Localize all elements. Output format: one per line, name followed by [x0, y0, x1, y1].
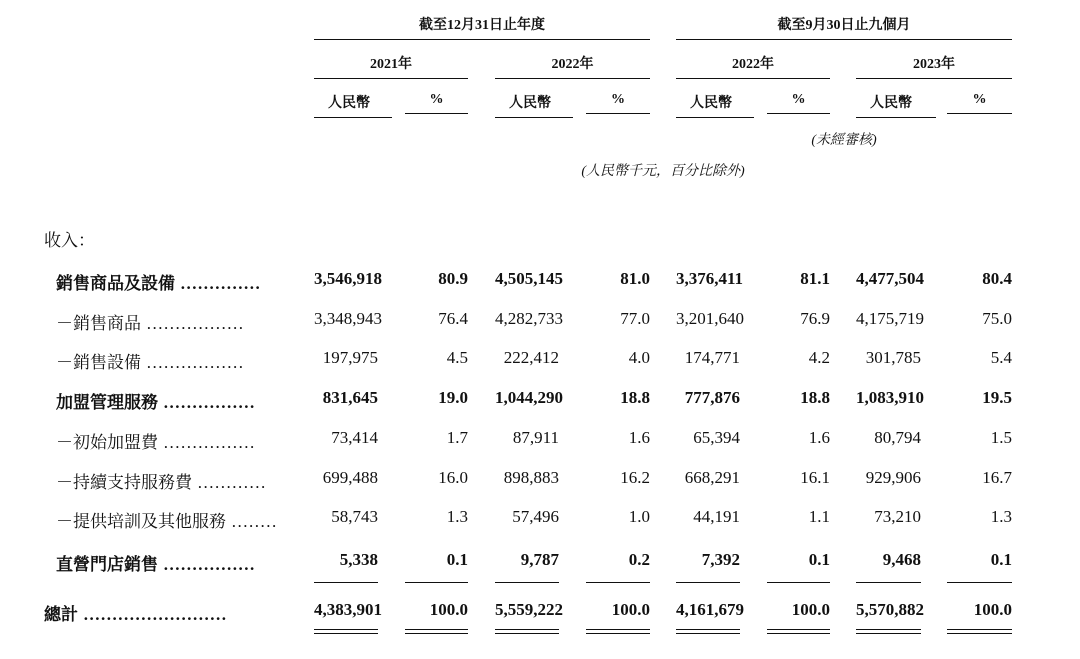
header-period-2023-9m: 2023年 — [856, 53, 1012, 79]
subtotal-rule — [314, 582, 378, 583]
cell-amount: 301,785 — [865, 348, 921, 367]
total-double-rule — [767, 629, 830, 634]
row-label: －提供培訓及其他服務 ........ — [56, 512, 278, 531]
row-label: 銷售商品及設備 .............. — [56, 274, 262, 293]
header-unit-amount: 人民幣 — [495, 92, 573, 118]
total-percent: 100.0 — [611, 600, 650, 619]
total-double-rule — [947, 629, 1012, 634]
total-row — [0, 596, 1080, 624]
cell-amount: 73,414 — [331, 428, 378, 447]
subtotal-rule — [495, 582, 559, 583]
subtotal-rule — [405, 582, 468, 583]
cell-amount: 699,488 — [322, 468, 378, 487]
currency-note: (人民幣千元，百分比除外) — [581, 164, 745, 179]
total-double-rule — [586, 629, 650, 634]
total-percent: 100.0 — [429, 600, 468, 619]
cell-percent: 1.0 — [628, 507, 650, 526]
cell-amount: 87,911 — [512, 428, 559, 447]
row-label: －銷售商品 ................. — [56, 314, 245, 333]
table-row — [0, 265, 1080, 293]
cell-percent: 16.1 — [800, 468, 830, 487]
cell-amount: 4,175,719 — [856, 309, 924, 328]
total-double-rule — [856, 629, 921, 634]
cell-percent: 80.9 — [438, 269, 468, 288]
cell-amount: 4,477,504 — [856, 269, 924, 288]
total-label: 總計 ......................... — [44, 605, 228, 624]
total-amount: 5,570,882 — [856, 600, 924, 619]
cell-amount: 898,883 — [503, 468, 559, 487]
table-row — [0, 464, 1080, 492]
cell-amount: 777,876 — [684, 388, 740, 407]
subtotal-rule — [586, 582, 650, 583]
total-amount: 5,559,222 — [495, 600, 563, 619]
header-period-2021: 2021年 — [314, 53, 468, 79]
header-period-2022-9m: 2022年 — [676, 53, 830, 79]
cell-percent: 77.0 — [620, 309, 650, 328]
cell-percent: 5.4 — [990, 348, 1012, 367]
header-period-2022-fy: 2022年 — [495, 53, 650, 79]
cell-percent: 1.1 — [808, 507, 830, 526]
cell-percent: 0.1 — [990, 550, 1012, 569]
cell-amount: 668,291 — [684, 468, 740, 487]
cell-percent: 4.0 — [628, 348, 650, 367]
cell-percent: 16.0 — [438, 468, 468, 487]
header-unit-pct: % — [767, 92, 830, 114]
cell-percent: 1.3 — [446, 507, 468, 526]
cell-percent: 4.5 — [446, 348, 468, 367]
cell-percent: 80.4 — [982, 269, 1012, 288]
cell-percent: 1.7 — [446, 428, 468, 447]
cell-amount: 9,468 — [882, 550, 921, 569]
total-double-rule — [676, 629, 740, 634]
header-unit-pct: % — [405, 92, 468, 114]
cell-percent: 81.1 — [800, 269, 830, 288]
cell-percent: 16.7 — [982, 468, 1012, 487]
cell-amount: 57,496 — [512, 507, 559, 526]
cell-percent: 4.2 — [808, 348, 830, 367]
cell-amount: 1,044,290 — [495, 388, 563, 407]
header-group-nine-months: 截至9月30日止九個月 — [676, 14, 1012, 40]
row-label: 加盟管理服務 ................ — [56, 393, 256, 412]
table-row — [0, 305, 1080, 333]
total-double-rule — [405, 629, 468, 634]
cell-amount: 44,191 — [693, 507, 740, 526]
unaudited-note: (未經審核) — [811, 133, 877, 148]
table-row — [0, 344, 1080, 372]
header-unit-amount: 人民幣 — [856, 92, 936, 118]
total-amount: 4,161,679 — [676, 600, 744, 619]
cell-amount: 7,392 — [701, 550, 740, 569]
cell-percent: 18.8 — [800, 388, 830, 407]
cell-percent: 1.3 — [990, 507, 1012, 526]
table-row — [0, 546, 1080, 574]
cell-amount: 65,394 — [693, 428, 740, 447]
cell-amount: 831,645 — [322, 388, 378, 407]
table-row — [0, 384, 1080, 412]
cell-percent: 75.0 — [982, 309, 1012, 328]
cell-percent: 1.5 — [990, 428, 1012, 447]
row-label: －持續支持服務費 ............ — [56, 473, 267, 492]
cell-percent: 16.2 — [620, 468, 650, 487]
cell-amount: 929,906 — [865, 468, 921, 487]
cell-percent: 18.8 — [620, 388, 650, 407]
total-double-rule — [495, 629, 559, 634]
cell-percent: 19.5 — [982, 388, 1012, 407]
total-percent: 100.0 — [973, 600, 1012, 619]
table-row — [0, 503, 1080, 531]
section-label-revenue: 收入： — [44, 231, 95, 250]
subtotal-rule — [767, 582, 830, 583]
cell-amount: 4,505,145 — [495, 269, 563, 288]
header-unit-pct: % — [586, 92, 650, 114]
cell-amount: 174,771 — [684, 348, 740, 367]
table-row — [0, 424, 1080, 452]
cell-percent: 0.1 — [446, 550, 468, 569]
header-group-year: 截至12月31日止年度 — [314, 14, 650, 40]
cell-percent: 1.6 — [808, 428, 830, 447]
cell-amount: 1,083,910 — [856, 388, 924, 407]
cell-percent: 0.2 — [628, 550, 650, 569]
cell-amount: 4,282,733 — [495, 309, 563, 328]
cell-percent: 19.0 — [438, 388, 468, 407]
cell-amount: 58,743 — [331, 507, 378, 526]
subtotal-rule — [676, 582, 740, 583]
total-percent: 100.0 — [791, 600, 830, 619]
cell-amount: 5,338 — [339, 550, 378, 569]
header-unit-pct: % — [947, 92, 1012, 114]
cell-percent: 76.4 — [438, 309, 468, 328]
cell-amount: 3,546,918 — [314, 269, 382, 288]
cell-amount: 3,201,640 — [676, 309, 744, 328]
row-label: －初始加盟費 ................ — [56, 433, 256, 452]
cell-percent: 0.1 — [808, 550, 830, 569]
row-label: －銷售設備 ................. — [56, 353, 245, 372]
cell-percent: 1.6 — [628, 428, 650, 447]
total-amount: 4,383,901 — [314, 600, 382, 619]
cell-amount: 80,794 — [874, 428, 921, 447]
cell-percent: 81.0 — [620, 269, 650, 288]
header-unit-amount: 人民幣 — [676, 92, 754, 118]
cell-percent: 76.9 — [800, 309, 830, 328]
subtotal-rule — [856, 582, 921, 583]
cell-amount: 3,376,411 — [676, 269, 744, 288]
cell-amount: 3,348,943 — [314, 309, 382, 328]
cell-amount: 222,412 — [503, 348, 559, 367]
header-unit-amount: 人民幣 — [314, 92, 392, 118]
row-label: 直營門店銷售 ................ — [56, 555, 256, 574]
total-double-rule — [314, 629, 378, 634]
cell-amount: 73,210 — [874, 507, 921, 526]
cell-amount: 197,975 — [322, 348, 378, 367]
subtotal-rule — [947, 582, 1012, 583]
cell-amount: 9,787 — [520, 550, 559, 569]
